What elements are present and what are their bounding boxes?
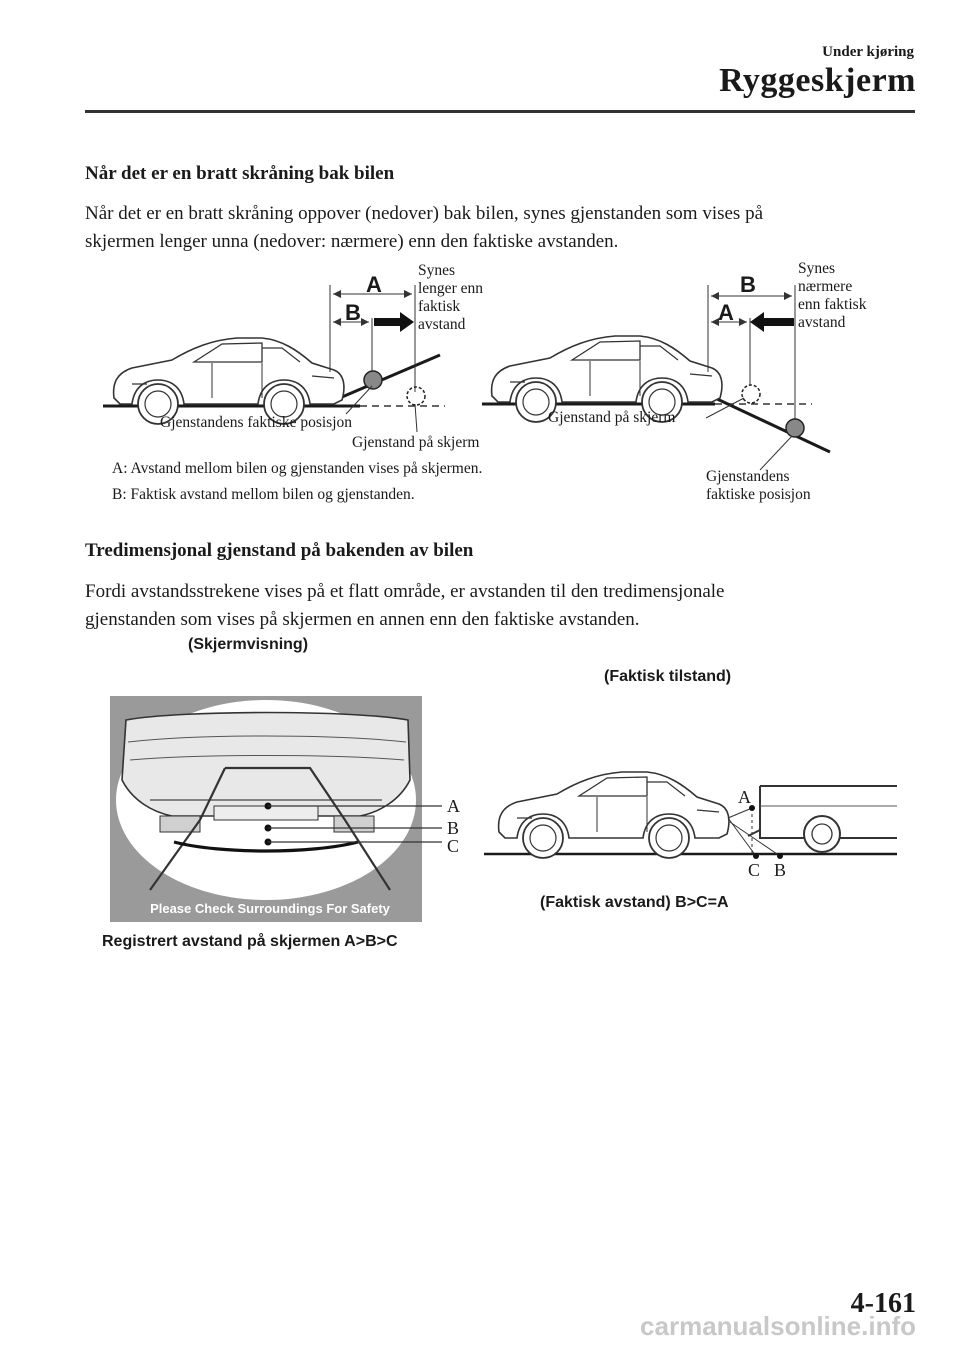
label-line: faktisk (418, 298, 461, 315)
legend-b: B: Faktisk avstand mellom bilen og gjenstanden. (112, 486, 415, 503)
3d-paragraph-line: Fordi avstandsstrekene vises på et flatt område, er avstanden til den tredimensjonale (85, 581, 725, 602)
screen-caption: Registrert avstand på skjermen A>B>C (102, 933, 398, 950)
screen-mark-b: B (447, 818, 460, 838)
label-line: enn faktisk (798, 296, 867, 313)
label-line: Gjenstandens (706, 468, 790, 485)
label-line: avstand (798, 314, 846, 331)
slope-paragraph-line: skjermen lenger unna (nedover: nærmere) enn den faktiske avstanden. (85, 231, 619, 252)
left-on-screen-label: Gjenstand på skjerm (352, 434, 480, 451)
right-letter-a: A (718, 300, 734, 325)
actual-mark-a: A (738, 787, 751, 807)
actual-mark-c: C (748, 860, 761, 880)
left-letter-a: A (366, 272, 382, 297)
label-line: Synes (418, 262, 456, 279)
slope-heading: Når det er en bratt skråning bak bilen (85, 163, 395, 184)
3d-paragraph-line: gjenstanden som vises på skjermen en annen enn den faktiske avstanden. (85, 609, 640, 630)
label-line: faktiske posisjon (706, 486, 811, 503)
screen-safety-banner: Please Check Surroundings For Safety (150, 901, 390, 916)
left-actual-position-label: Gjenstandens faktiske posisjon (160, 414, 353, 431)
page-number: 4-161 (850, 1288, 916, 1319)
screen-mark-c: C (447, 836, 460, 856)
left-letter-b: B (345, 300, 361, 325)
right-letter-b: B (740, 272, 756, 297)
label-line: Synes (798, 260, 836, 277)
section-label: Under kjøring (822, 44, 914, 60)
screen-view-label: (Skjermvisning) (188, 636, 309, 653)
right-on-screen-label: Gjenstand på skjerm (548, 409, 676, 426)
screen-mark-a: A (447, 796, 460, 816)
actual-state-label: (Faktisk tilstand) (604, 668, 732, 685)
label-line: avstand (418, 316, 466, 333)
label-line: lenger enn (418, 280, 483, 297)
watermark: carmanualsonline.info (640, 1311, 916, 1341)
actual-caption: (Faktisk avstand) B>C=A (540, 894, 729, 911)
slope-paragraph-line: Når det er en bratt skråning oppover (nedover) bak bilen, synes gjenstanden som vises på (85, 203, 763, 224)
3d-heading: Tredimensjonal gjenstand på bakenden av bilen (85, 540, 474, 561)
legend-a: A: Avstand mellom bilen og gjenstanden vises på skjermen. (112, 460, 483, 477)
label-line: nærmere (798, 278, 853, 295)
actual-mark-b: B (774, 860, 787, 880)
page-title: Ryggeskjerm (719, 62, 916, 99)
